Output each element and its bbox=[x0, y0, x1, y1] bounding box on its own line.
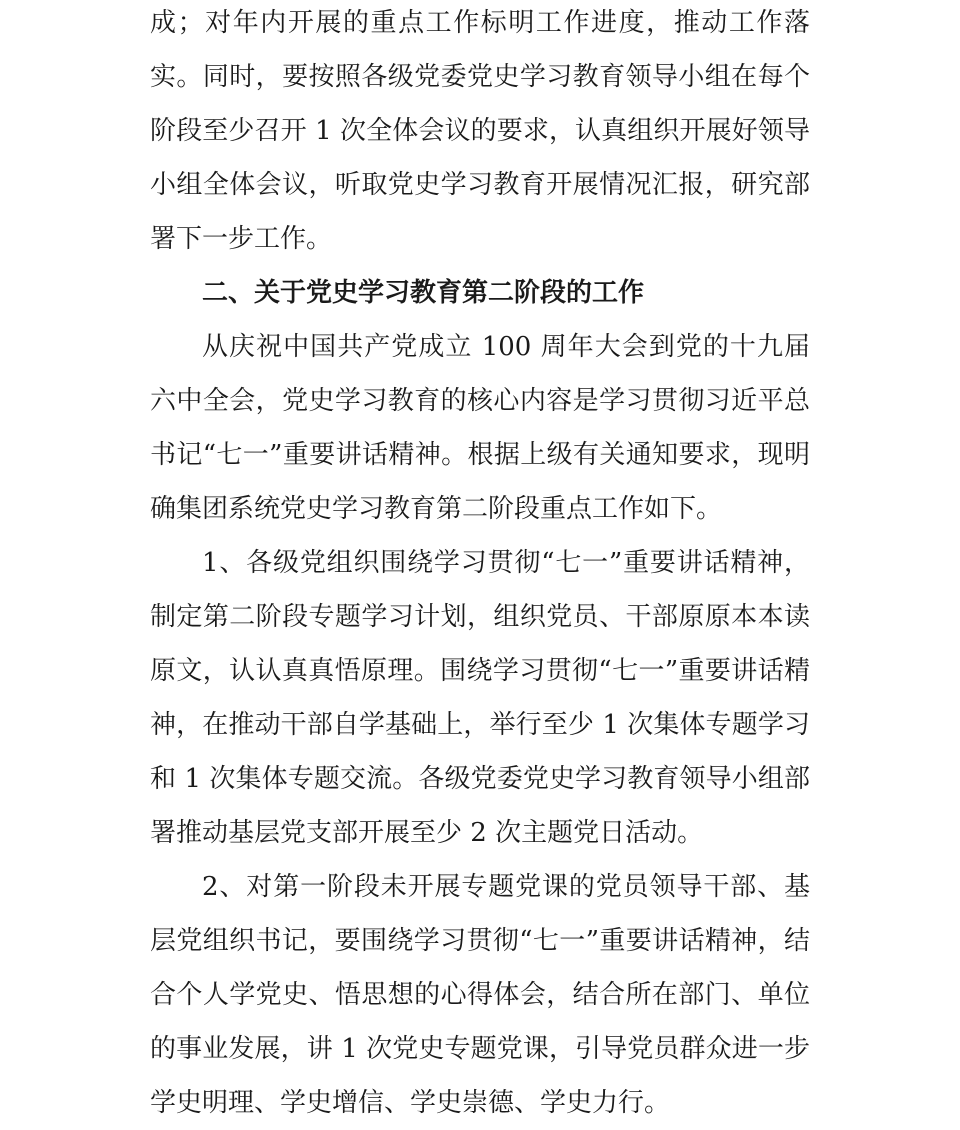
document-page bbox=[150, 0, 810, 1130]
continued-paragraph: 成；对年内开展的重点工作标明工作进度，推动工作落实。同时，要按照各级党委党史学习教育领导小组在每个阶段至少召开 1 次全体会议的要求，认真组织开展好领导小组全体会议，听取党史学习教育开展情况汇报，研究部署下一步工作。 bbox=[150, 8, 810, 254]
list-item-1: 1、各级党组织围绕学习贯彻“七一”重要讲话精神，制定第二阶段专题学习计划，组织党员、干部原原本本读原文，认认真真悟原理。围绕学习贯彻“七一”重要讲话精神，在推动干部自学基础上，举行至少 1 次集体专题学习和 1 次集体专题交流。各级党委党史学习教育领导小组部署推动基层党支部开展至少 2 次主题党日活动。 bbox=[150, 548, 810, 848]
list-item-2: 2、对第一阶段未开展专题党课的党员领导干部、基层党组织书记，要围绕学习贯彻“七一”重要讲话精神，结合个人学党史、悟思想的心得体会，结合所在部门、单位的事业发展，讲 1 次党史专题党课，引导党员群众进一步学史明理、学史增信、学史崇德、学史力行。 bbox=[150, 872, 810, 1118]
intro-paragraph: 从庆祝中国共产党成立 100 周年大会到党的十九届六中全会，党史学习教育的核心内容是学习贯彻习近平总书记“七一”重要讲话精神。根据上级有关通知要求，现明确集团系统党史学习教育第二阶段重点工作如下。 bbox=[150, 332, 810, 524]
section-heading: 二、关于党史学习教育第二阶段的工作 bbox=[202, 278, 645, 308]
